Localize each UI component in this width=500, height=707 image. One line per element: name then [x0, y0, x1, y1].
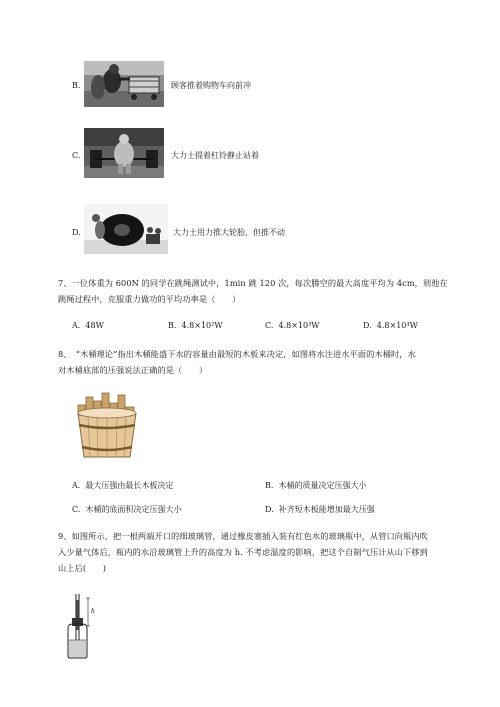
height-label: h	[91, 608, 95, 615]
option-d-letter: D.	[72, 228, 81, 237]
q9-stem-line3: 山上后( )	[58, 563, 107, 573]
q8-stem-line1: 8、 “木桶理论”指出木桶能盛下水的容量由最短的木板来决定，如图将水注进水平面的木桶时，水	[58, 349, 416, 359]
option-b-letter: B.	[72, 81, 81, 90]
q8-option-c: C. 木桶的底面积决定压强大小	[72, 505, 182, 514]
q8-stem	[58, 346, 478, 378]
q9-stem-line2: 入少量气体后，瓶内的水沿玻璃管上升的高度为 h. 不考虑温度的影响，把这个自制气压计从山下移到	[58, 547, 428, 557]
q8-option-b: B. 木桶的质量决定压强大小	[265, 481, 367, 490]
option-d-text: 大力士用力推大轮胎，但推不动	[173, 228, 285, 237]
q7-stem-line2: 跳绳过程中，克服重力做功的平均功率是（ ）	[58, 294, 241, 304]
wooden-bucket-image	[72, 391, 142, 461]
q7-stem	[58, 275, 478, 307]
q7-option-c: C. 4.8×10³W	[265, 321, 320, 330]
q8-option-a: A. 最大压强由最长木板决定	[72, 481, 174, 490]
shopping-cart-photo	[84, 61, 164, 107]
q7-option-a: A. 48W	[72, 321, 104, 330]
q8-option-d: D. 补齐短木板能增加最大压强	[265, 505, 375, 514]
q7-stem-line1: 7、一位体重为 600N 的同学在跳绳测试中，1min 跳 120 次，每次腾空的最大高度平均为 4cm，则他在	[58, 278, 448, 288]
q7-option-b: B. 4.8×10²W	[168, 321, 223, 330]
option-c-letter: C.	[72, 151, 81, 160]
barbell-photo	[84, 128, 164, 178]
barometer-figure	[64, 592, 106, 660]
q8-stem-line2: 对木桶底部的压强说法正确的是（ ）	[58, 365, 208, 375]
option-b-text: 顾客推着购物车向前冲	[171, 81, 251, 90]
q7-option-d: D. 4.8×10⁴W	[363, 321, 418, 330]
q9-stem-line1: 9、如图所示，把一根两端开口的细玻璃管，通过橡皮塞插入装有红色水的玻璃瓶中，从管口向瓶内吹	[58, 531, 428, 541]
tire-push-photo	[84, 204, 168, 254]
q9-stem	[58, 528, 478, 576]
option-c-text: 大力士提着杠铃静止站着	[171, 151, 259, 160]
